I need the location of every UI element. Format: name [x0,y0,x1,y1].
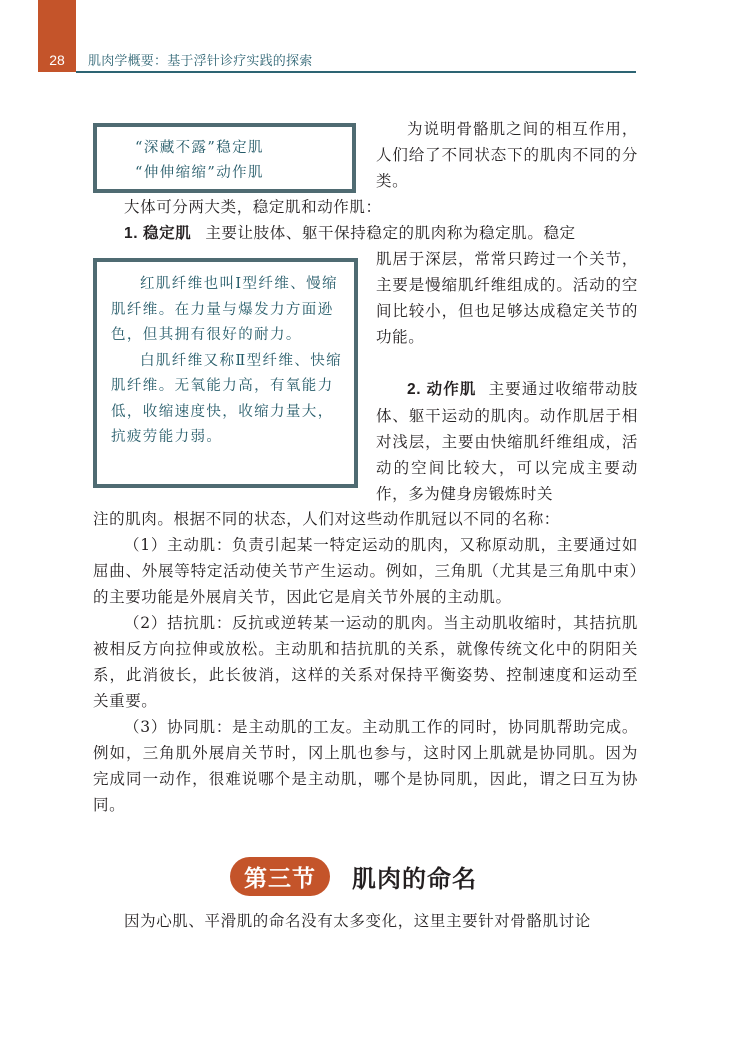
stable-muscle-continued: 肌居于深层，常常只跨过一个关节，主要是慢缩肌纤维组成的。活动的空间比较小，但也足够达成稳定关节的功能。 [376,250,638,346]
red-fiber-note: 红肌纤维也叫Ⅰ型纤维、慢缩肌纤维。在力量与爆发力方面逊色，但其拥有很好的耐力。 [111,276,338,343]
stable-muscle-label: 1. 稳定肌 [124,225,192,242]
intro-paragraph: 为说明骨骼肌之间的相互作用，人们给了不同状态下的肌肉不同的分类。 [376,120,638,190]
page-number-tab [38,0,76,72]
section-title: 肌肉的命名 [352,865,477,893]
section-heading [230,855,477,897]
synergist-paragraph: （3）协同肌：是主动肌的工友。主动肌工作的同时，协同肌帮助完成。例如，三角肌外展肩关节时，冈上肌也参与，这时冈上肌就是协同肌。因为完成同一动作，很难说哪个是主动肌，哪个是协同肌，因此，谓之曰互为协同。 [93,718,638,814]
sidebar-line: “深藏不露”稳定肌 [135,140,264,156]
muscle-role-list [93,532,638,818]
header-rule [76,71,636,73]
sidebar-line: “伸伸缩缩”动作肌 [135,165,264,181]
running-title: 肌肉学概要：基于浮针诊疗实践的探索 [88,53,313,68]
action-muscle-paragraph [376,376,638,507]
naming-intro-paragraph: 因为心肌、平滑肌的命名没有太多变化，这里主要针对骨骼肌讨论 [124,912,591,930]
section-number-badge: 第三节 [230,857,330,896]
stable-muscle-text: 主要让肢体、躯干保持稳定的肌肉称为稳定肌。稳定 [205,224,576,242]
sidebar-fiber-types [93,258,358,488]
white-fiber-note: 白肌纤维又称Ⅱ型纤维、快缩肌纤维。无氧能力高，有氧能力低，收缩速度快，收缩力量大，抗疲劳能力弱。 [111,352,343,445]
two-types-line: 大体可分两大类，稳定肌和动作肌： [124,198,382,216]
action-muscle-label: 2. 动作肌 [407,381,477,398]
action-muscle-text: 主要通过收缩带动肢体、躯干运动的肌肉。动作肌居于相对浅层，主要由快缩肌纤维组成，活动的空间比较大，可以完成主要动作，多为健身房锻炼时关 [376,380,638,503]
antagonist-paragraph: （2）拮抗肌：反抗或逆转某一运动的肌肉。当主动肌收缩时，其拮抗肌被相反方向拉伸或放松。主动肌和拮抗肌的关系，就像传统文化中的阴阳关系，此消彼长，此长彼消，这样的关系对保持平衡姿势、控制速度和运动至关重要。 [93,614,638,710]
agonist-paragraph: （1）主动肌：负责引起某一特定运动的肌肉，又称原动肌，主要通过如屈曲、外展等特定活动使关节产生运动。例如，三角肌（尤其是三角肌中束）的主要功能是外展肩关节，因此它是肩关节外展的主动肌。 [93,536,638,606]
stable-muscle-first-line [93,220,638,247]
page-number: 28 [49,52,65,68]
action-muscle-continued: 注的肌肉。根据不同的状态，人们对这些动作肌冠以不同的名称： [93,510,560,528]
sidebar-muscle-types [93,123,356,193]
